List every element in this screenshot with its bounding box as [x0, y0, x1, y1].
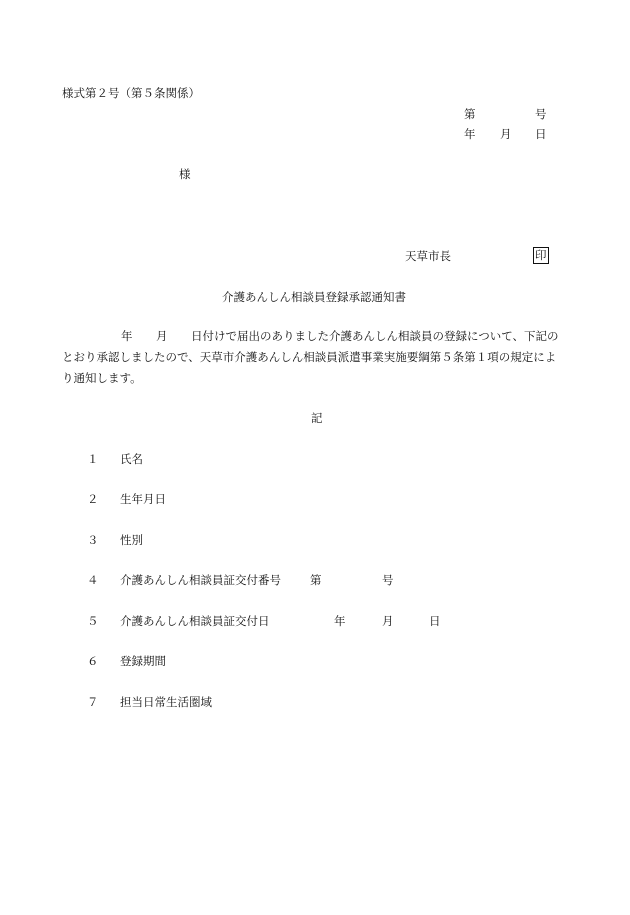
doc-number-prefix: 第	[464, 107, 476, 121]
card-date-day: 日	[429, 614, 441, 628]
item-number: １	[87, 452, 99, 466]
item-number: ６	[87, 654, 99, 668]
seal-mark	[533, 247, 549, 264]
item-label-registration-period: 登録期間	[120, 654, 166, 668]
card-number-suffix: 号	[382, 573, 394, 587]
item-number: ４	[87, 573, 99, 587]
item-label-gender: 性別	[120, 533, 143, 547]
body-line-1: 日付けで届出のありました介護あんしん相談員の登録について、下記の	[191, 329, 559, 343]
item-label-card-number: 介護あんしん相談員証交付番号	[120, 573, 281, 587]
body-line-2: とおり承認しましたので、天草市介護あんしん相談員派遣事業実施要綱第５条第１項の規定によ	[62, 350, 557, 364]
item-number: ３	[87, 533, 99, 547]
doc-number-suffix: 号	[535, 107, 547, 121]
item-number: ７	[87, 695, 99, 709]
card-date-month: 月	[382, 614, 394, 628]
item-label-card-date: 介護あんしん相談員証交付日	[120, 614, 270, 628]
item-label-birthdate: 生年月日	[120, 492, 166, 506]
body-year-label: 年	[121, 329, 133, 343]
item-label-name: 氏名	[120, 452, 143, 466]
date-month-label: 月	[500, 127, 512, 141]
document-title: 介護あんしん相談員登録承認通知書	[222, 290, 406, 304]
addressee-honorific: 様	[179, 167, 191, 181]
body-month-label: 月	[156, 329, 168, 343]
date-year-label: 年	[464, 127, 476, 141]
date-day-label: 日	[535, 127, 547, 141]
item-label-service-area: 担当日常生活圏域	[120, 695, 212, 709]
item-number: ５	[87, 614, 99, 628]
issuer-name: 天草市長	[405, 249, 451, 263]
body-line-3: り通知します。	[62, 371, 142, 385]
ki-heading: 記	[311, 411, 323, 425]
item-number: ２	[87, 492, 99, 506]
form-label: 様式第２号（第５条関係）	[62, 86, 200, 100]
seal-label: 印	[535, 248, 547, 262]
card-number-prefix: 第	[310, 573, 322, 587]
card-date-year: 年	[334, 614, 346, 628]
